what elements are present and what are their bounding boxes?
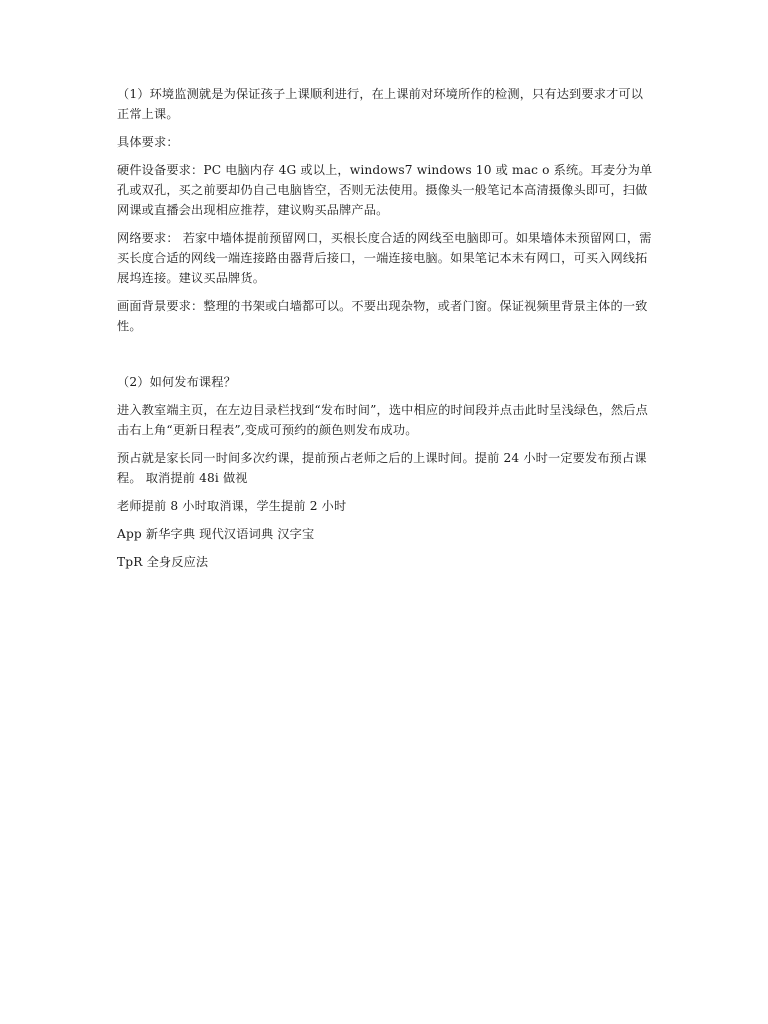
section2-heading: （2）如何发布课程？: [117, 375, 236, 389]
preoccupy-note: 预占就是家长同一时间多次约课，提前预占老师之后的上课时间。提前 24 小时一定要发布预占课程。 取消提前 48i 做视: [117, 451, 647, 485]
section1-intro: （1）环境监测就是为保证孩子上课顺利进行，在上课前对环境所作的检测，只有达到要求才可以正常上课。: [117, 87, 644, 121]
hardware-requirements: 硬件设备要求：PC 电脑内存 4G 或以上，windows7 windows 10 或 mac o 系统。耳麦分为单孔或双孔，买之前要却仍自己电脑皆空，否则无法使用。摄像头一般笔记本高清摄像头即可，扫做网课或直播会出现相应推荐，建议购买品牌产品。: [117, 163, 653, 217]
network-requirements: 网络要求： 若家中墙体提前预留网口，买根长度合适的网线至电脑即可。如果墙体未预留网口，需买长度合适的网线一端连接路由器背后接口，一端连接电脑。如果笔记本未有网口，可买入网线拓展坞连接。建议买品牌货。: [117, 231, 652, 285]
background-requirements: 画面背景要求：整理的书架或白墙都可以。不要出现杂物，或者门窗。保证视频里背景主体的一致性。: [117, 299, 648, 333]
apps-note: App 新华字典 现代汉语词典 汉字宝: [117, 527, 315, 541]
cancel-note: 老师提前 8 小时取消课，学生提前 2 小时: [117, 499, 347, 513]
requirements-heading: 具体要求：: [117, 135, 179, 149]
tpr-note: TpR 全身反应法: [117, 555, 209, 569]
publish-steps: 进入教室端主页，在左边目录栏找到“发布时间”，选中相应的时间段并点击此时呈浅绿色，然后点击右上角“更新日程表”,变成可预约的颜色则发布成功。: [117, 403, 648, 437]
document-page: [117, 84, 653, 572]
